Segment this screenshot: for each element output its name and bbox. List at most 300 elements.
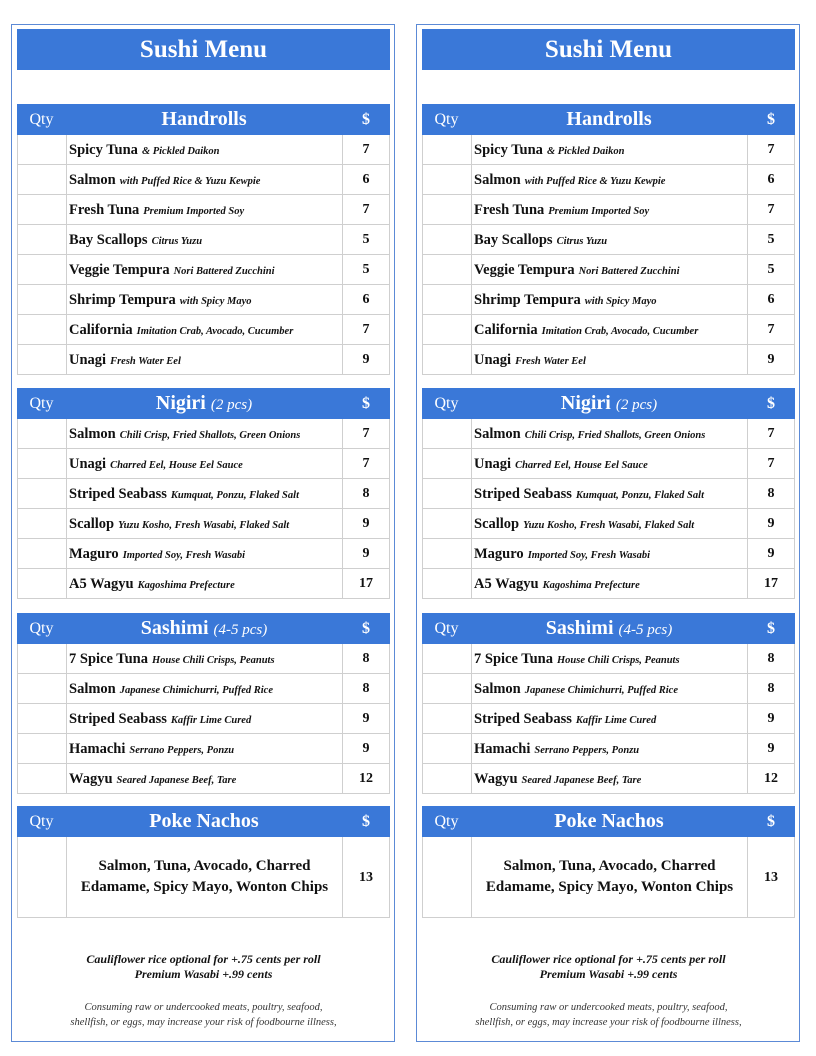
- qty-cell[interactable]: [423, 449, 472, 478]
- qty-cell[interactable]: [18, 734, 67, 763]
- menu-item-row: [18, 315, 389, 345]
- note-line: Cauliflower rice optional for +.75 cents per roll: [86, 952, 321, 966]
- item-price: 5: [362, 232, 370, 247]
- item-description: Yuzu Kosho, Fresh Wasabi, Flaked Salt: [118, 520, 290, 531]
- section-rows: [422, 837, 795, 918]
- section-title: [66, 388, 342, 421]
- item-name: California: [69, 322, 133, 338]
- item-price: 7: [362, 142, 370, 157]
- item-name: Striped Seabass: [474, 711, 572, 727]
- item-name: A5 Wagyu: [474, 576, 539, 592]
- item-price: 7: [362, 202, 370, 217]
- qty-column-header: Qty: [434, 111, 459, 128]
- menu-title: Sushi Menu: [17, 29, 390, 70]
- item-price: 5: [767, 262, 775, 277]
- item-cell: [472, 539, 748, 568]
- qty-cell[interactable]: [423, 674, 472, 703]
- item-description: Imitation Crab, Avocado, Cucumber: [136, 326, 294, 337]
- item-name: 7 Spice Tuna: [69, 651, 148, 667]
- item-description: House Chili Crisps, Peanuts: [152, 655, 275, 666]
- item-cell: [67, 509, 343, 538]
- item-description: Seared Japanese Beef, Tare: [521, 775, 642, 786]
- item-description: Nori Battered Zucchini: [173, 266, 275, 277]
- item-price: 9: [767, 516, 775, 531]
- item-cell: [472, 255, 748, 284]
- qty-cell[interactable]: [18, 837, 67, 917]
- menu-item-row: [423, 734, 794, 764]
- section-title: [66, 104, 342, 135]
- menu-section: [17, 613, 390, 794]
- menu-item-row: [18, 479, 389, 509]
- item-price: 6: [362, 172, 370, 187]
- item-description: with Puffed Rice & Yuzu Kewpie: [119, 176, 261, 187]
- section-header: [17, 613, 390, 644]
- item-price: 6: [767, 292, 775, 307]
- section-rows: [17, 644, 390, 794]
- item-cell: [67, 734, 343, 763]
- item-name: Salmon: [474, 172, 521, 188]
- item-name: Unagi: [69, 352, 107, 368]
- menu-item-row: [423, 449, 794, 479]
- item-name: Hamachi: [69, 741, 126, 757]
- menu-item-row: [18, 165, 389, 195]
- section-title-text: Nigiri: [155, 392, 206, 414]
- item-description: Nori Battered Zucchini: [578, 266, 680, 277]
- menu-item-row: [423, 569, 794, 599]
- item-cell: [472, 734, 748, 763]
- item-description: with Spicy Mayo: [179, 296, 252, 307]
- menu-item-row: [18, 225, 389, 255]
- menu-item-row: [423, 674, 794, 704]
- item-name: Unagi: [474, 352, 512, 368]
- item-cell: Salmon, Tuna, Avocado, Charred Edamame, Spicy Mayo, Wonton Chips: [67, 837, 343, 917]
- item-price: 7: [767, 202, 775, 217]
- menu-item-row: [18, 764, 389, 794]
- section-subtitle: (2 pcs): [615, 397, 658, 413]
- item-name: Salmon: [69, 426, 116, 442]
- item-description: with Puffed Rice & Yuzu Kewpie: [524, 176, 666, 187]
- qty-cell[interactable]: [18, 165, 67, 194]
- price-column-header: $: [362, 395, 370, 412]
- item-price: 9: [362, 546, 370, 561]
- item-price: 6: [767, 172, 775, 187]
- section-subtitle: (4-5 pcs): [213, 622, 268, 638]
- menu-item-row: [423, 255, 794, 285]
- menu-section: [17, 104, 390, 375]
- item-cell: [67, 479, 343, 508]
- item-price: 5: [767, 232, 775, 247]
- menu-item-row: [18, 674, 389, 704]
- qty-cell[interactable]: [423, 195, 472, 224]
- qty-column-header: Qty: [29, 813, 54, 830]
- qty-cell[interactable]: [18, 255, 67, 284]
- menu-item-row: [423, 837, 794, 918]
- section-title: [471, 806, 747, 837]
- item-price: 7: [767, 322, 775, 337]
- qty-cell[interactable]: [18, 764, 67, 793]
- qty-cell[interactable]: [423, 315, 472, 344]
- item-description: Citrus Yuzu: [556, 236, 608, 247]
- item-cell: [67, 569, 343, 598]
- menu-section: [422, 104, 795, 375]
- item-cell: [67, 345, 343, 374]
- price-column-header: $: [362, 813, 370, 830]
- item-name: Veggie Tempura: [69, 262, 170, 278]
- menu-item-row: [423, 195, 794, 225]
- item-description: Kagoshima Prefecture: [542, 580, 640, 591]
- item-price: 8: [767, 651, 775, 666]
- item-description: Chili Crisp, Fried Shallots, Green Onions: [524, 430, 706, 441]
- item-description: Kaffir Lime Cured: [575, 715, 657, 726]
- note-line: Premium Wasabi +.99 cents: [134, 967, 273, 981]
- section-title: [471, 388, 747, 421]
- item-cell: [67, 315, 343, 344]
- item-description: Imported Soy, Fresh Wasabi: [527, 550, 651, 561]
- qty-cell[interactable]: [423, 734, 472, 763]
- section-title: [66, 806, 342, 837]
- qty-cell[interactable]: [423, 285, 472, 314]
- item-name: Salmon: [474, 681, 521, 697]
- menu-section: [422, 806, 795, 918]
- menu-item-row: [423, 509, 794, 539]
- qty-cell[interactable]: [18, 539, 67, 568]
- item-price: 8: [362, 651, 370, 666]
- item-description: Serrano Peppers, Ponzu: [129, 745, 235, 756]
- disclaimer-line: shellfish, or eggs, may increase your risk of foodbourne illness,: [70, 1017, 337, 1028]
- menu-item-row: [423, 704, 794, 734]
- disclaimer-line: Consuming raw or undercooked meats, poultry, seafood,: [489, 1002, 728, 1013]
- item-name: Hamachi: [474, 741, 531, 757]
- qty-cell[interactable]: [18, 704, 67, 733]
- item-cell: [472, 419, 748, 448]
- qty-cell[interactable]: [18, 509, 67, 538]
- item-name: Striped Seabass: [69, 711, 167, 727]
- item-cell: Salmon, Tuna, Avocado, Charred Edamame, Spicy Mayo, Wonton Chips: [472, 837, 748, 917]
- item-description: & Pickled Daikon: [141, 146, 220, 157]
- price-column-header: $: [362, 111, 370, 128]
- qty-cell[interactable]: [423, 569, 472, 598]
- qty-cell[interactable]: [423, 539, 472, 568]
- qty-cell[interactable]: [423, 225, 472, 254]
- item-cell: [67, 449, 343, 478]
- item-description: Fresh Water Eel: [110, 356, 181, 367]
- item-price: 7: [362, 322, 370, 337]
- price-column-header: $: [767, 813, 775, 830]
- item-description: Kaffir Lime Cured: [170, 715, 252, 726]
- item-price: 17: [764, 576, 778, 591]
- item-description: Charred Eel, House Eel Sauce: [515, 460, 648, 471]
- qty-column-header: Qty: [29, 620, 54, 637]
- item-description: House Chili Crisps, Peanuts: [557, 655, 680, 666]
- item-description: Premium Imported Soy: [143, 206, 245, 217]
- item-cell: [472, 449, 748, 478]
- item-price: 13: [764, 870, 778, 885]
- menu-item-row: [18, 449, 389, 479]
- section-rows: [17, 419, 390, 599]
- item-description: Imported Soy, Fresh Wasabi: [122, 550, 246, 561]
- item-name: California: [474, 322, 538, 338]
- item-price: 9: [767, 741, 775, 756]
- section-title-text: Handrolls: [566, 108, 652, 130]
- item-price: 12: [764, 771, 778, 786]
- item-name: Bay Scallops: [474, 232, 553, 248]
- menu-item-row: [423, 225, 794, 255]
- item-price: 6: [362, 292, 370, 307]
- menu-item-row: [18, 837, 389, 918]
- qty-column-header: Qty: [434, 395, 459, 412]
- item-price: 9: [362, 516, 370, 531]
- item-cell: [67, 165, 343, 194]
- item-description: Kumquat, Ponzu, Flaked Salt: [575, 490, 704, 501]
- qty-cell[interactable]: [423, 255, 472, 284]
- qty-cell[interactable]: [423, 479, 472, 508]
- section-title: [471, 104, 747, 135]
- section-header: [17, 104, 390, 135]
- section-header: [17, 806, 390, 837]
- item-name: Unagi: [69, 456, 107, 472]
- item-name: Scallop: [69, 516, 115, 532]
- item-cell: [472, 225, 748, 254]
- note-line: Cauliflower rice optional for +.75 cents per roll: [491, 952, 726, 966]
- qty-column-header: Qty: [434, 620, 459, 637]
- item-name: Fresh Tuna: [69, 202, 140, 218]
- disclaimer-line: Consuming raw or undercooked meats, poultry, seafood,: [84, 1002, 323, 1013]
- item-name: Fresh Tuna: [474, 202, 545, 218]
- menu-item-row: [18, 255, 389, 285]
- section-title-text: Nigiri: [560, 392, 611, 414]
- menu-title: Sushi Menu: [422, 29, 795, 70]
- section-title-text: Poke Nachos: [149, 810, 259, 832]
- item-name: Spicy Tuna: [69, 142, 138, 158]
- menu-notes: [17, 952, 390, 982]
- item-price: 7: [767, 456, 775, 471]
- item-name: Maguro: [69, 546, 119, 562]
- qty-cell[interactable]: [423, 764, 472, 793]
- qty-cell[interactable]: [423, 837, 472, 917]
- item-name: A5 Wagyu: [69, 576, 134, 592]
- item-description: Kagoshima Prefecture: [137, 580, 235, 591]
- item-price: 7: [362, 426, 370, 441]
- qty-cell[interactable]: [423, 419, 472, 448]
- qty-cell[interactable]: [423, 345, 472, 374]
- item-price: 7: [362, 456, 370, 471]
- menu-section: [422, 613, 795, 794]
- qty-cell[interactable]: [18, 644, 67, 673]
- qty-cell[interactable]: [423, 644, 472, 673]
- item-cell: [472, 479, 748, 508]
- item-price: 12: [359, 771, 373, 786]
- item-cell: [472, 345, 748, 374]
- section-header: [422, 388, 795, 419]
- menu-item-row: [18, 644, 389, 674]
- item-description: with Spicy Mayo: [584, 296, 657, 307]
- item-description: Seared Japanese Beef, Tare: [116, 775, 237, 786]
- item-name: Scallop: [474, 516, 520, 532]
- health-disclaimer: [422, 1000, 795, 1030]
- menu-item-row: [423, 419, 794, 449]
- qty-cell[interactable]: [423, 135, 472, 164]
- item-name: Wagyu: [474, 771, 518, 787]
- item-cell: [472, 165, 748, 194]
- menu-item-row: [18, 285, 389, 315]
- item-description: Imitation Crab, Avocado, Cucumber: [541, 326, 699, 337]
- qty-cell[interactable]: [18, 449, 67, 478]
- health-disclaimer: [17, 1000, 390, 1030]
- item-price: 9: [362, 352, 370, 367]
- item-name: Striped Seabass: [69, 486, 167, 502]
- item-price: 8: [362, 486, 370, 501]
- item-name: 7 Spice Tuna: [474, 651, 553, 667]
- item-cell: [67, 255, 343, 284]
- section-header: [17, 388, 390, 419]
- menu-panel-left: [11, 24, 395, 1042]
- item-cell: [472, 509, 748, 538]
- item-cell: [67, 419, 343, 448]
- menu-item-row: [18, 734, 389, 764]
- qty-cell[interactable]: [18, 285, 67, 314]
- menu-item-row: [423, 285, 794, 315]
- item-price: 9: [767, 546, 775, 561]
- section-rows: [17, 837, 390, 918]
- section-rows: [422, 644, 795, 794]
- price-column-header: $: [767, 395, 775, 412]
- item-name: Bay Scallops: [69, 232, 148, 248]
- item-name: Salmon: [69, 681, 116, 697]
- item-cell: [67, 704, 343, 733]
- menu-item-row: [423, 479, 794, 509]
- item-price: 7: [767, 426, 775, 441]
- section-rows: [17, 135, 390, 375]
- item-description: & Pickled Daikon: [546, 146, 625, 157]
- qty-cell[interactable]: [18, 225, 67, 254]
- item-price: 8: [767, 486, 775, 501]
- item-cell: [67, 225, 343, 254]
- menu-item-row: [18, 195, 389, 225]
- menu-item-row: [423, 165, 794, 195]
- item-name: Striped Seabass: [474, 486, 572, 502]
- qty-cell[interactable]: [18, 345, 67, 374]
- qty-cell[interactable]: [18, 419, 67, 448]
- item-cell: [67, 764, 343, 793]
- item-cell: [472, 315, 748, 344]
- item-description: Chili Crisp, Fried Shallots, Green Onions: [119, 430, 301, 441]
- qty-cell[interactable]: [18, 674, 67, 703]
- item-name: Maguro: [474, 546, 524, 562]
- qty-column-header: Qty: [29, 111, 54, 128]
- note-line: Premium Wasabi +.99 cents: [539, 967, 678, 981]
- item-cell: [472, 674, 748, 703]
- menu-item-row: [423, 539, 794, 569]
- qty-cell[interactable]: [18, 195, 67, 224]
- menu-panel-right: [416, 24, 800, 1042]
- price-column-header: $: [767, 111, 775, 128]
- section-title-text: Poke Nachos: [554, 810, 664, 832]
- item-description: Fresh Water Eel: [515, 356, 586, 367]
- item-price: 8: [362, 681, 370, 696]
- qty-cell[interactable]: [18, 479, 67, 508]
- item-cell: [67, 285, 343, 314]
- section-header: [422, 806, 795, 837]
- item-price: 9: [362, 711, 370, 726]
- section-subtitle: (2 pcs): [210, 397, 253, 413]
- qty-cell[interactable]: [423, 509, 472, 538]
- item-description: Yuzu Kosho, Fresh Wasabi, Flaked Salt: [523, 520, 695, 531]
- item-cell: [472, 704, 748, 733]
- item-name: Wagyu: [69, 771, 113, 787]
- qty-cell[interactable]: [18, 569, 67, 598]
- item-cell: [67, 135, 343, 164]
- item-price: 5: [362, 262, 370, 277]
- item-description: Citrus Yuzu: [151, 236, 203, 247]
- section-subtitle: (4-5 pcs): [618, 622, 673, 638]
- item-name: Spicy Tuna: [474, 142, 543, 158]
- menu-item-row: [18, 539, 389, 569]
- menu-section: [422, 388, 795, 599]
- menu-section: [17, 388, 390, 599]
- menu-item-row: [18, 509, 389, 539]
- qty-cell[interactable]: [18, 135, 67, 164]
- item-name: Veggie Tempura: [474, 262, 575, 278]
- qty-cell[interactable]: [423, 165, 472, 194]
- item-name: Shrimp Tempura: [69, 292, 176, 308]
- item-cell: [67, 195, 343, 224]
- item-price: 7: [767, 142, 775, 157]
- section-title-text: Handrolls: [161, 108, 247, 130]
- section-rows: [422, 419, 795, 599]
- item-cell: [472, 644, 748, 673]
- menu-item-row: [18, 345, 389, 375]
- item-cell: [472, 285, 748, 314]
- item-cell: [67, 674, 343, 703]
- item-name: Salmon: [474, 426, 521, 442]
- disclaimer-line: shellfish, or eggs, may increase your risk of foodbourne illness,: [475, 1017, 742, 1028]
- item-name: Unagi: [474, 456, 512, 472]
- menu-item-row: [18, 135, 389, 165]
- menu-item-row: [423, 764, 794, 794]
- menu-section: [17, 806, 390, 918]
- item-cell: [67, 539, 343, 568]
- qty-cell[interactable]: [423, 704, 472, 733]
- qty-column-header: Qty: [29, 395, 54, 412]
- menu-notes: [422, 952, 795, 982]
- menu-item-row: [18, 704, 389, 734]
- item-name: Salmon: [69, 172, 116, 188]
- item-description: Kumquat, Ponzu, Flaked Salt: [170, 490, 299, 501]
- menu-item-row: [423, 644, 794, 674]
- menu-item-row: [18, 419, 389, 449]
- item-price: 9: [767, 352, 775, 367]
- item-price: 9: [767, 711, 775, 726]
- menu-item-row: [18, 569, 389, 599]
- qty-cell[interactable]: [18, 315, 67, 344]
- qty-column-header: Qty: [434, 813, 459, 830]
- menu-item-row: [423, 345, 794, 375]
- item-cell: [472, 764, 748, 793]
- section-title: [471, 613, 747, 646]
- item-cell: [472, 569, 748, 598]
- item-description: Charred Eel, House Eel Sauce: [110, 460, 243, 471]
- section-rows: [422, 135, 795, 375]
- item-price: 13: [359, 870, 373, 885]
- section-title: [66, 613, 342, 646]
- price-column-header: $: [362, 620, 370, 637]
- item-cell: [472, 195, 748, 224]
- item-description: Premium Imported Soy: [548, 206, 650, 217]
- item-price: 8: [767, 681, 775, 696]
- item-description: Japanese Chimichurri, Puffed Rice: [119, 685, 273, 696]
- section-title-text: Sashimi: [140, 617, 209, 639]
- item-price: 17: [359, 576, 373, 591]
